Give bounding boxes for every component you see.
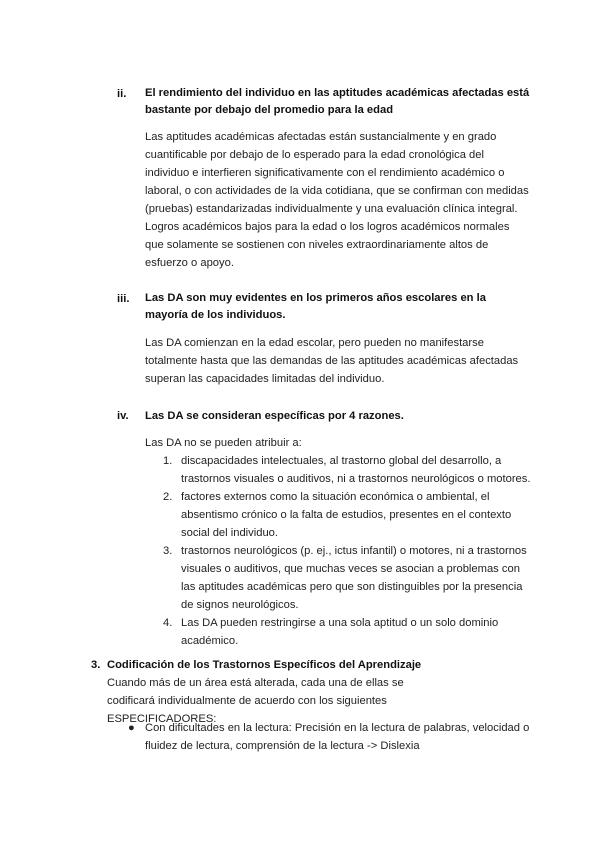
list-number: 4. (163, 617, 173, 629)
bullet-item (128, 719, 555, 755)
list-text: Las DA pueden restringirse a una sola aptitud o un solo dominio académico. (181, 617, 499, 647)
paragraph: Logros académicos bajos para la edad o los logros académicos normales que solamente se sostienen con niveles extraordinariamente altos de esfuerzo o apoyo. (145, 221, 510, 269)
list-number: 2. (163, 491, 173, 503)
list-item (163, 488, 533, 542)
list-number: 1. (163, 455, 173, 467)
bullet-text: Con dificultades en la lectura: Precisión en la lectura de palabras, velocidad o fluidez de lectura, comprensión de la lectura -> Dislexia (145, 722, 530, 752)
list-text: factores externos como la situación económica o ambiental, el absentismo crónico o la falta de estudios, presentes en el contexto social del individuo. (181, 491, 512, 539)
section-heading: El rendimiento del individuo en las aptitudes académicas afectadas está bastante por debajo del promedio para la edad (145, 87, 530, 116)
list-text: discapacidades intelectuales, al trastorno global del desarrollo, a trastornos visuales o auditivos, ni a trastornos neurológicos o motores. (181, 455, 531, 485)
list-item (163, 452, 533, 488)
numbered-list (163, 452, 533, 650)
section-number: 3. (91, 659, 101, 671)
list-item (163, 542, 533, 614)
section-heading: Las DA se consideran específicas por 4 razones. (145, 410, 404, 422)
paragraph: Cuando más de un área está alterada, cada una de ellas se codificará individualmente de acuerdo con los siguientes ESPECIFICADORES: (107, 677, 404, 725)
list-intro: Las DA no se pueden atribuir a: (145, 437, 302, 449)
list-item (163, 614, 533, 650)
list-text: trastornos neurológicos (p. ej., ictus infantil) o motores, ni a trastornos visuales o auditivos, que muchas veces se asocian a problemas con las aptitudes académicas pero que son distinguibles por la presencia de signos neurológicos. (181, 545, 527, 611)
paragraph: Las DA comienzan en la edad escolar, pero pueden no manifestarse totalmente hasta que las demandas de las aptitudes académicas afectadas superan las capacidades limitadas del individuo. (145, 337, 519, 385)
section-numeral: iv. (117, 410, 129, 422)
list-number: 3. (163, 545, 173, 557)
paragraph: Las aptitudes académicas afectadas están sustancialmente y en grado cuantificable por debajo de lo esperado para la edad cronológica del individuo e interfieren significativamente con el rendimiento académico o laboral, o con actividades de la vida cotidiana, que se confirman con medidas (pruebas) estandarizadas individualmente y una evaluación clínica integral. (145, 131, 529, 215)
section-numeral: iii. (117, 293, 130, 305)
bullet-icon: ● (128, 722, 135, 734)
section-numeral: ii. (117, 88, 127, 100)
section-heading: Las DA son muy evidentes en los primeros años escolares en la mayoría de los individuos. (145, 292, 486, 321)
section-heading: Codificación de los Trastornos Específicos del Aprendizaje (107, 659, 422, 671)
